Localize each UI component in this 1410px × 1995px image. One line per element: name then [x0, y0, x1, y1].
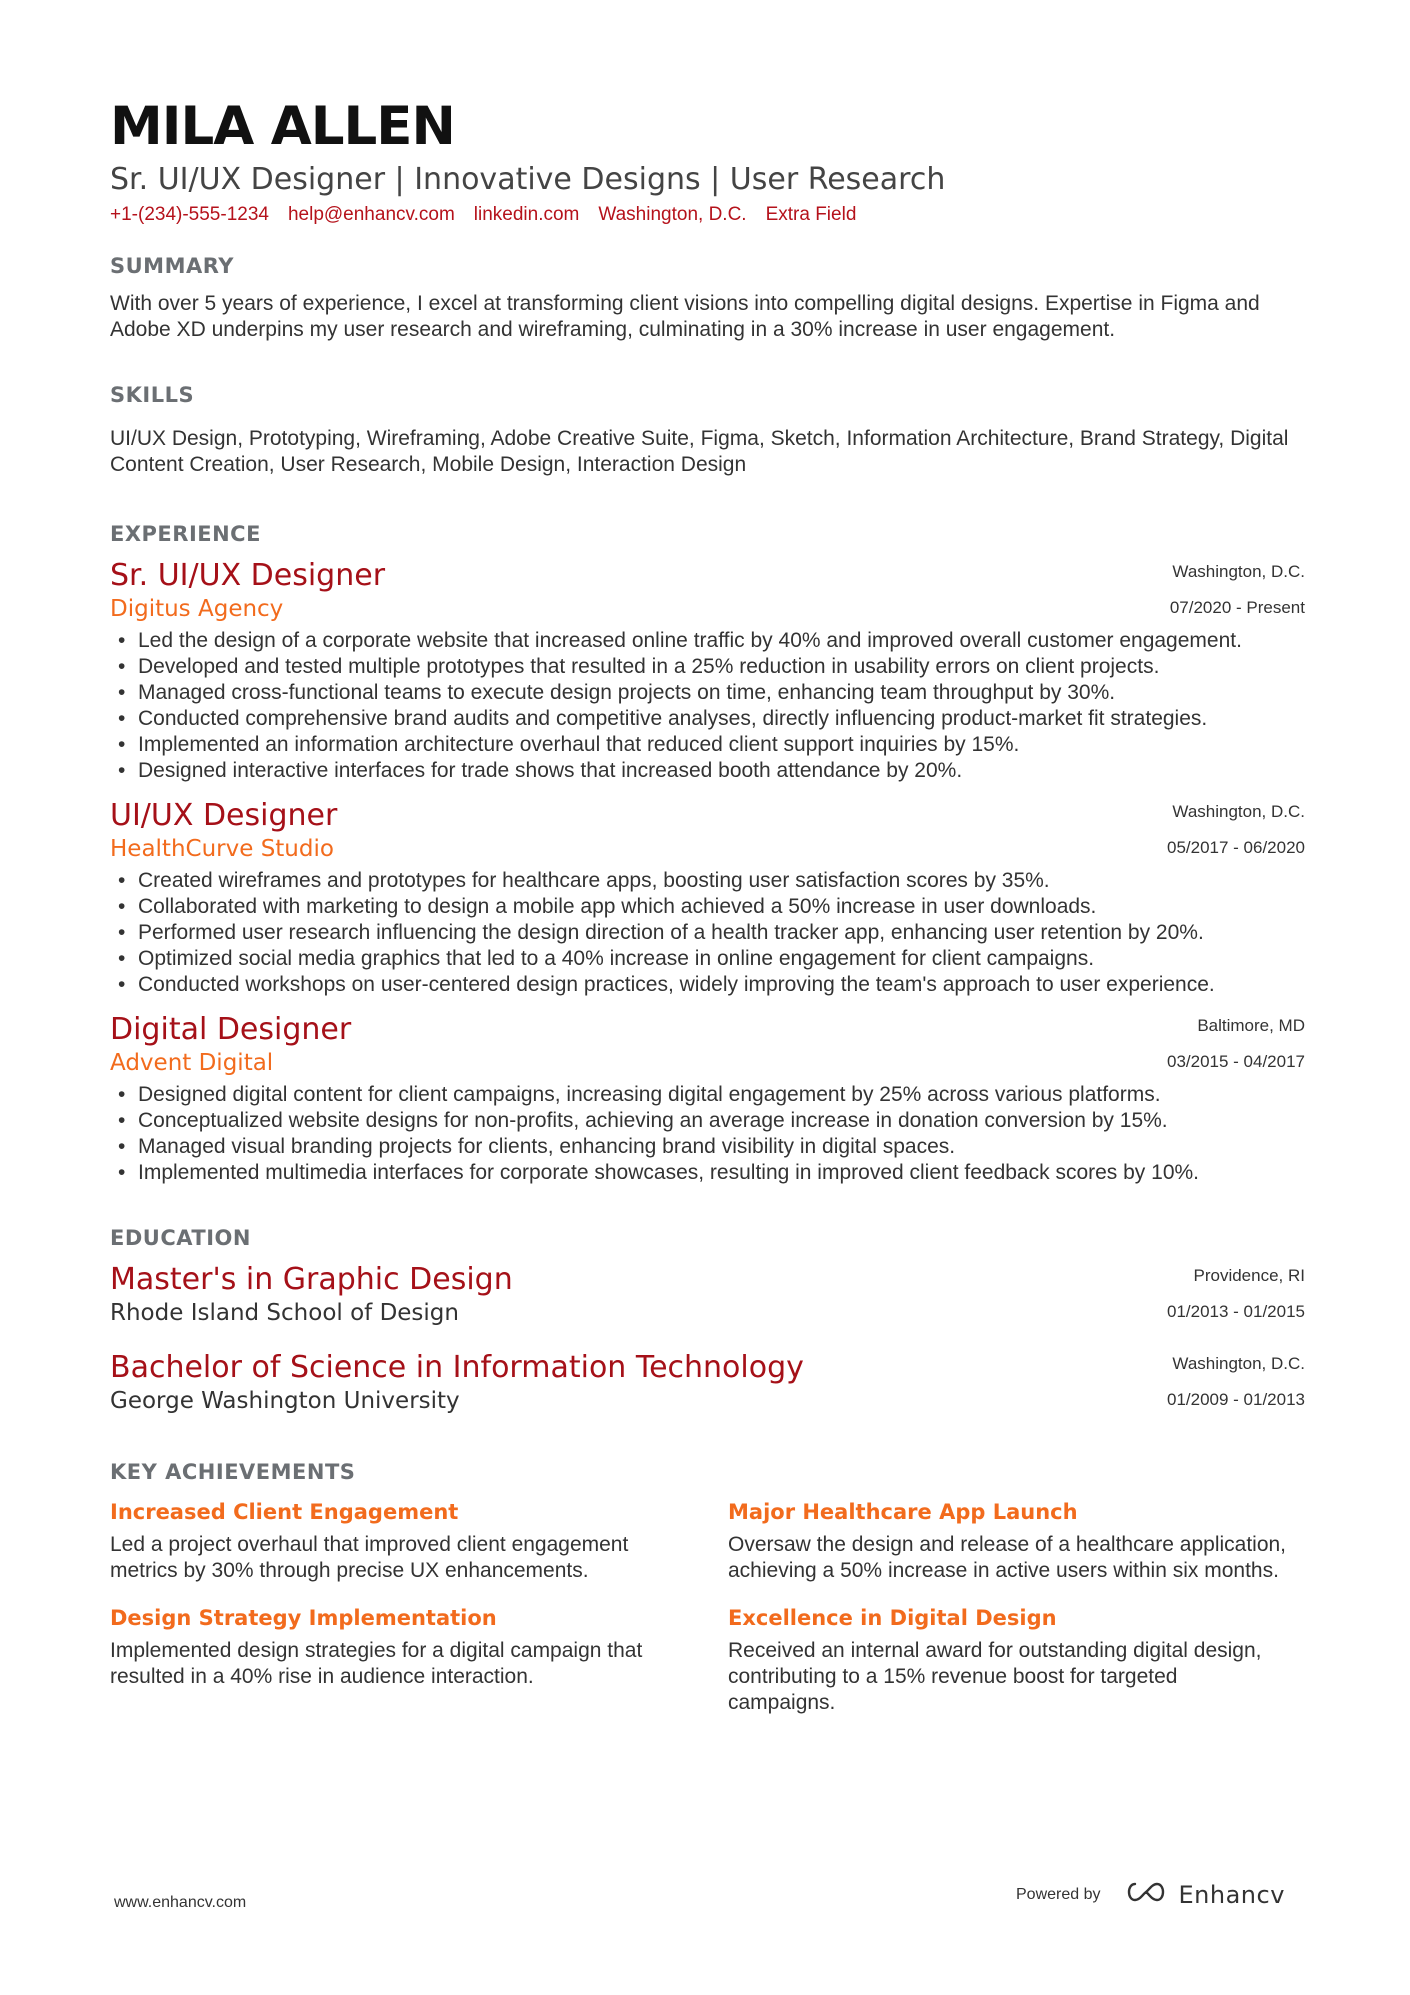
- education-location: Providence, RI: [1193, 1266, 1305, 1285]
- job-entry: [110, 558, 1305, 784]
- achievement-desc: Led a project overhaul that improved client engagement metrics by 30% through precise UX enhancements.: [110, 1533, 629, 1582]
- job-bullet: • Designed interactive interfaces for trade shows that increased booth attendance by 20%.: [110, 758, 1305, 784]
- summary-text: With over 5 years of experience, I excel at transforming client visions into compelling digital designs. Expertise in Figma and Adobe XD underpins my user research and wireframing, culminating in a 30% increase in user engagement.: [110, 292, 1260, 341]
- job-title: Sr. UI/UX Designer: [110, 558, 386, 593]
- achievement-desc: Oversaw the design and release of a healthcare application, achieving a 50% increase in active users within six months.: [728, 1533, 1287, 1582]
- job-bullet: • Implemented multimedia interfaces for corporate showcases, resulting in improved client feedback scores by 10%.: [110, 1160, 1305, 1186]
- achievement-item: [110, 1498, 728, 1584]
- job-bullet: • Conducted comprehensive brand audits and competitive analyses, directly influencing product-market fit strategies.: [110, 706, 1305, 732]
- skills-section: [110, 383, 1305, 478]
- enhancv-logo-icon: [1123, 1880, 1169, 1909]
- achievement-title: Excellence in Digital Design: [728, 1606, 1057, 1630]
- enhancv-brand-name: Enhancv: [1178, 1880, 1285, 1909]
- achievement-item: [728, 1604, 1305, 1716]
- education-meta: [1167, 1258, 1305, 1330]
- education-degree: Master's in Graphic Design: [110, 1262, 513, 1297]
- powered-by-label: Powered by: [1016, 1885, 1101, 1903]
- skills-title: SKILLS: [110, 383, 195, 407]
- contact-linkedin[interactable]: linkedin.com: [473, 204, 580, 225]
- education-degree: Bachelor of Science in Information Technology: [110, 1350, 804, 1385]
- job-dates: 03/2015 - 04/2017: [1166, 1052, 1305, 1071]
- contact-email[interactable]: help@enhancv.com: [287, 204, 455, 225]
- job-meta: [1167, 1008, 1305, 1080]
- job-dates: 07/2020 - Present: [1169, 598, 1305, 617]
- job-location: Baltimore, MD: [1197, 1016, 1305, 1035]
- job-entry: [110, 1012, 1305, 1186]
- candidate-name: MILA ALLEN: [110, 96, 455, 157]
- job-bullet: • Implemented an information architecture overhaul that reduced client support inquiries by 15%.: [110, 732, 1305, 758]
- job-bullet: • Conducted workshops on user-centered design practices, widely improving the team's approach to user experience.: [110, 972, 1305, 998]
- achievement-title: Major Healthcare App Launch: [728, 1500, 1078, 1524]
- achievement-item: [728, 1498, 1305, 1584]
- job-bullets: [110, 628, 1305, 784]
- job-bullets: [110, 1082, 1305, 1186]
- education-meta: [1167, 1346, 1305, 1418]
- job-bullet: • Designed digital content for client campaigns, increasing digital engagement by 25% across various platforms.: [110, 1082, 1305, 1108]
- summary-title: SUMMARY: [110, 254, 234, 278]
- job-bullet: • Created wireframes and prototypes for healthcare apps, boosting user satisfaction scores by 35%.: [110, 868, 1305, 894]
- footer-branding: [1016, 1880, 1285, 1909]
- job-location: Washington, D.C.: [1172, 802, 1305, 821]
- job-bullets: [110, 868, 1305, 998]
- job-title: Digital Designer: [110, 1012, 352, 1047]
- job-header: [110, 558, 1305, 624]
- achievements-section: [110, 1460, 1305, 1716]
- job-dates: 05/2017 - 06/2020: [1166, 838, 1305, 857]
- contact-location: Washington, D.C.: [598, 204, 747, 225]
- job-bullet: • Conceptualized website designs for non-profits, achieving an average increase in donation conversion by 15%.: [110, 1108, 1305, 1134]
- job-bullet: • Developed and tested multiple prototypes that resulted in a 25% reduction in usability errors on client projects.: [110, 654, 1305, 680]
- contact-phone[interactable]: +1-(234)-555-1234: [110, 204, 269, 225]
- education-location: Washington, D.C.: [1172, 1354, 1305, 1373]
- job-bullet: • Collaborated with marketing to design a mobile app which achieved a 50% increase in user downloads.: [110, 894, 1305, 920]
- education-dates: 01/2009 - 01/2013: [1166, 1390, 1305, 1409]
- education-dates: 01/2013 - 01/2015: [1166, 1302, 1305, 1321]
- job-header: [110, 798, 1305, 864]
- job-bullet: • Led the design of a corporate website that increased online traffic by 40% and improved overall customer engagement.: [110, 628, 1305, 654]
- job-bullet: • Managed visual branding projects for clients, enhancing brand visibility in digital spaces.: [110, 1134, 1305, 1160]
- job-meta: [1167, 794, 1305, 866]
- job-company: Advent Digital: [110, 1050, 274, 1076]
- education-title: EDUCATION: [110, 1226, 251, 1250]
- footer-website[interactable]: www.enhancv.com: [114, 1894, 247, 1911]
- education-section: [110, 1226, 1305, 1416]
- resume-header: [110, 96, 1305, 228]
- enhancv-brand[interactable]: [1123, 1880, 1285, 1909]
- job-title: UI/UX Designer: [110, 798, 338, 833]
- education-entry: [110, 1262, 1305, 1328]
- achievement-title: Design Strategy Implementation: [110, 1606, 497, 1630]
- achievement-desc: Implemented design strategies for a digital campaign that resulted in a 40% rise in audience interaction.: [110, 1639, 643, 1688]
- skills-text: UI/UX Design, Prototyping, Wireframing, Adobe Creative Suite, Figma, Sketch, Information Architecture, Brand Strategy, Digital Content Creation, User Research, Mobile Design, Interaction Design: [110, 427, 1289, 476]
- candidate-headline: Sr. UI/UX Designer | Innovative Designs | User Research: [110, 162, 946, 197]
- summary-section: [110, 254, 1305, 343]
- job-company: HealthCurve Studio: [110, 836, 334, 862]
- job-bullet: • Managed cross-functional teams to execute design projects on time, enhancing team throughput by 30%.: [110, 680, 1305, 706]
- job-location: Washington, D.C.: [1172, 562, 1305, 581]
- achievements-grid: [110, 1498, 1305, 1716]
- achievement-desc: Received an internal award for outstanding digital design, contributing to a 15% revenue boost for targeted campaigns.: [728, 1639, 1262, 1714]
- job-header: [110, 1012, 1305, 1078]
- education-entry: [110, 1350, 1305, 1416]
- job-company: Digitus Agency: [110, 596, 284, 622]
- experience-title: EXPERIENCE: [110, 522, 261, 546]
- achievements-title: KEY ACHIEVEMENTS: [110, 1460, 356, 1484]
- achievement-title: Increased Client Engagement: [110, 1500, 459, 1524]
- job-bullet: • Optimized social media graphics that led to a 40% increase in online engagement for client campaigns.: [110, 946, 1305, 972]
- job-bullet: • Performed user research influencing the design direction of a health tracker app, enhancing user retention by 20%.: [110, 920, 1305, 946]
- job-entry: [110, 798, 1305, 998]
- achievement-item: [110, 1604, 728, 1716]
- education-school: George Washington University: [110, 1388, 460, 1414]
- contact-extra: Extra Field: [765, 204, 857, 225]
- experience-section: [110, 522, 1305, 1186]
- resume-page: [110, 96, 1305, 1716]
- job-meta: [1170, 554, 1305, 626]
- education-school: Rhode Island School of Design: [110, 1300, 459, 1326]
- contact-info: [110, 202, 1305, 228]
